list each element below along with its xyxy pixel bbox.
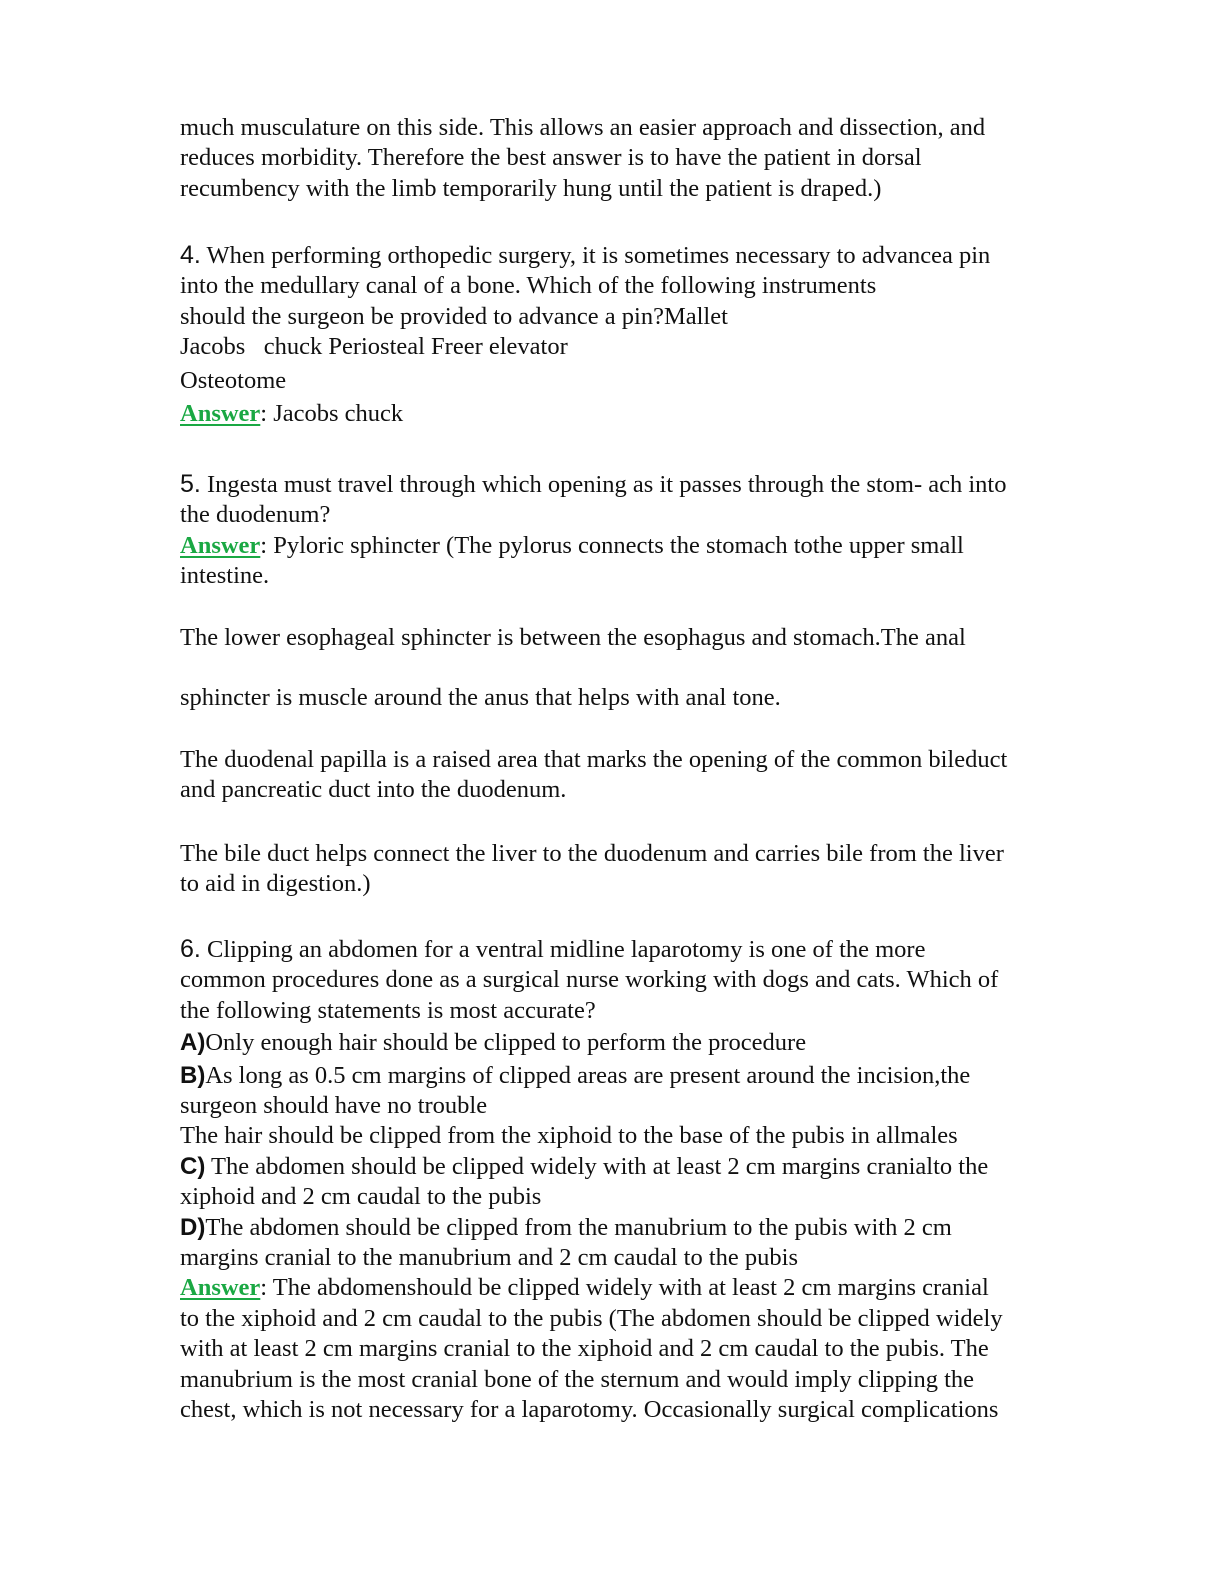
question-4-line: Osteotome (180, 366, 287, 394)
answer-label: Answer (180, 400, 261, 428)
explanation-paragraph: The lower esophageal sphincter is between the esophagus and stomach.The anal (180, 624, 966, 651)
explanation-paragraph: sphincter is muscle around the anus that helps with anal tone. (180, 684, 781, 711)
question-number: 5. (180, 470, 201, 498)
explanation-paragraph: The duodenal papilla is a raised area that marks the opening of the common bileduct and pancreatic duct into the duodenum. (180, 746, 1008, 804)
question-number: 6. (180, 935, 201, 963)
answer-line: with at least 2 cm margins cranial to the xiphoid and 2 cm caudal to the pubis. The (180, 1335, 989, 1363)
question-6 (180, 934, 1120, 1426)
question-6-line: common procedures done as a surgical nurse working with dogs and cats. Which of (180, 966, 999, 994)
question-4-line: should the surgeon be provided to advance a pin?Mallet (180, 302, 728, 330)
intro-line: reduces morbidity. Therefore the best answer is to have the patient in dorsal (180, 144, 922, 172)
option-unlabeled: The hair should be clipped from the xiphoid to the base of the pubis in allmales (180, 1122, 958, 1150)
answer-text: : Jacobs chuck (260, 400, 404, 428)
intro-line: recumbency with the limb temporarily hung until the patient is draped.) (180, 174, 882, 202)
answer-line (180, 1273, 1120, 1303)
answer-text: : Pyloric sphincter (The pylorus connects the stomach tothe upper small (260, 531, 964, 559)
option-c-cont: xiphoid and 2 cm caudal to the pubis (180, 1183, 542, 1211)
option-label: D) (180, 1213, 206, 1241)
option-label: A) (180, 1029, 206, 1057)
answer-line: chest, which is not necessary for a laparotomy. Occasionally surgical complications (180, 1396, 999, 1424)
option-d-cont: margins cranial to the manubrium and 2 cm caudal to the pubis (180, 1244, 799, 1272)
answer-line (180, 531, 1120, 561)
option-d: D)The abdomen should be clipped from the manubrium to the pubis with 2 cm (180, 1213, 952, 1241)
intro-line: much musculature on this side. This allows an easier approach and dissection, and (180, 114, 986, 141)
question-4-line: into the medullary canal of a bone. Which of the following instruments (180, 272, 877, 300)
question-number: 4. (180, 241, 201, 269)
answer-label: Answer (180, 531, 261, 559)
question-5-line: the duodenum? (180, 501, 331, 529)
answer-line: to the xiphoid and 2 cm caudal to the pubis (The abdomen should be clipped widely (180, 1304, 1003, 1332)
answer-line: intestine. (180, 562, 270, 590)
question-4-line: Jacobs chuck Periosteal Freer elevator (180, 333, 568, 361)
answer-text: : The abdomenshould be clipped widely with at least 2 cm margins cranial (260, 1274, 989, 1302)
option-label: C) (180, 1152, 206, 1180)
answer-line (180, 399, 1120, 429)
answer-line: manubrium is the most cranial bone of the sternum and would imply clipping the (180, 1365, 975, 1393)
question-5 (180, 469, 1120, 592)
explanation-paragraph: The bile duct helps connect the liver to the duodenum and carries bile from the liver to aid in digestion.) (180, 840, 1004, 898)
question-6-line: the following statements is most accurate? (180, 996, 596, 1024)
question-4 (180, 240, 1120, 429)
answer-label: Answer (180, 1274, 261, 1302)
option-a: A)Only enough hair should be clipped to perform the procedure (180, 1029, 807, 1057)
question-6-line: 6. Clipping an abdomen for a ventral midline laparotomy is one of the more (180, 935, 926, 963)
option-b-cont: surgeon should have no trouble (180, 1092, 488, 1120)
option-b: B)As long as 0.5 cm margins of clipped areas are present around the incision,the (180, 1061, 971, 1089)
option-label: B) (180, 1061, 206, 1089)
question-5-line: 5. Ingesta must travel through which opening as it passes through the stom- ach into (180, 470, 1007, 498)
intro-paragraph (180, 113, 1120, 204)
question-4-line: 4. When performing orthopedic surgery, it is sometimes necessary to advancea pin (180, 241, 991, 269)
option-c: C) The abdomen should be clipped widely with at least 2 cm margins cranialto the (180, 1152, 989, 1180)
